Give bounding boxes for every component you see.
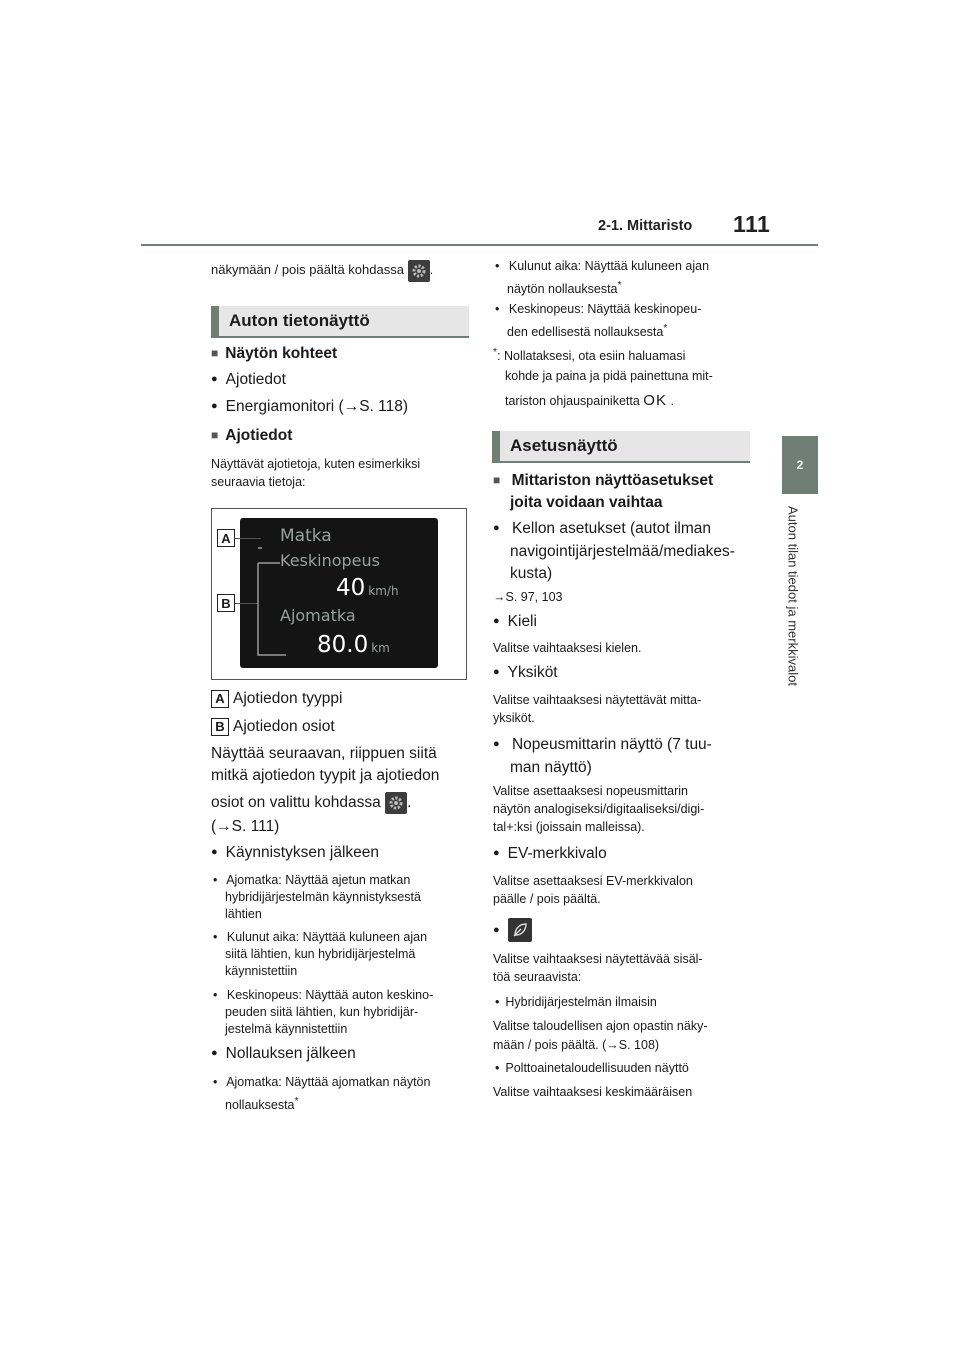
sub-item: • Keskinopeus: Näyttää keskinopeu- den edellisestä nollauksesta*: [495, 299, 763, 342]
list-item-eco: ●: [493, 918, 532, 942]
speedometer-desc: Valitse asettaaksesi nopeusmittarin näytön analogiseksi/digitaaliseksi/digi- tal+:ksi (joissain malleissa).: [493, 784, 705, 834]
avg-speed-label: Keskinopeus: [280, 551, 380, 570]
section-title-settings: Asetusnäyttö: [492, 431, 750, 463]
trip-type-label: Matka: [280, 526, 332, 546]
distance-label: Ajomatka: [280, 606, 356, 625]
callout-label-b: B: [217, 594, 235, 612]
hybrid-desc: Valitse taloudellisen ajon opastin näky- mään / pois päältä. (→S. 108): [493, 1019, 708, 1052]
sub-item: • Ajomatka: Näyttää ajetun matkan hybridijärjestelmän käynnistyksestä lähtien: [213, 872, 481, 923]
gear-icon: [385, 792, 407, 814]
list-item-language: ● Kieli: [493, 613, 537, 631]
header-rule: [141, 244, 818, 246]
list-item: ● Ajotiedot: [211, 371, 286, 389]
cluster-screen: [240, 518, 438, 668]
sub-item: • Ajomatka: Näyttää ajomatkan näytön nollauksesta*: [213, 1072, 481, 1115]
arrow-right-icon: →: [606, 1038, 619, 1052]
legend-b: B Ajotiedon osiot: [211, 716, 335, 738]
page-number: 111: [733, 211, 771, 237]
gear-icon: [408, 260, 430, 282]
footnote: *: Nollataksesi, ota esiin haluamasi kohde ja paina ja pidä painettuna mit- tariston ohjauspainiketta OK .: [493, 347, 713, 410]
list-item-after-start: ● Käynnistyksen jälkeen: [211, 844, 379, 862]
sub-item: • Kulunut aika: Näyttää kuluneen ajan näytön nollauksesta*: [495, 256, 763, 299]
heading-trip-info: ■ Ajotiedot: [211, 427, 292, 445]
show-description: Näyttää seuraavan, riippuen siitä mitkä ajotiedon tyypit ja ajotiedon osiot on valittu kohdassa . (→S. 111): [211, 745, 440, 836]
list-item-energy: ● Energiamonitori (→S. 118): [211, 398, 408, 416]
fuel-desc: Valitse vaihtaaksesi keskimääräisen: [493, 1085, 693, 1099]
list-item-units: ● Yksiköt: [493, 664, 558, 682]
ok-button-icon: OK: [643, 392, 667, 410]
sub-item: • Kulunut aika: Näyttää kuluneen ajan siitä lähtien, kun hybridijärjestelmä käynnistettiin: [213, 929, 481, 980]
list-item-ev-indicator: ● EV-merkkivalo: [493, 845, 607, 863]
ev-desc: Valitse asettaaksesi EV-merkkivalon päälle / pois päältä.: [493, 874, 693, 906]
legend-a: A Ajotiedon tyyppi: [211, 688, 342, 710]
arrow-right-icon: →: [493, 590, 506, 604]
callout-line-a: [235, 538, 261, 539]
intro-text: näkymään / pois päältä kohdassa .: [211, 259, 433, 282]
trip-description: Näyttävät ajotietoja, kuten esimerkiksi seuraavia tietoja:: [211, 457, 421, 489]
language-desc: Valitse vaihtaaksesi kielen.: [493, 641, 642, 655]
callout-label-a: A: [217, 529, 235, 547]
arrow-right-icon: →: [343, 398, 360, 415]
list-item-clock: ● Kellon asetukset (autot ilman navigointijärjestelmää/mediakes- kusta): [493, 518, 735, 585]
heading-cluster-settings: ■ Mittariston näyttöasetukset joita voidaan vaihtaa: [493, 470, 713, 514]
chapter-title-vertical: Auton tilan tiedot ja merkkivalot: [785, 506, 801, 686]
list-item-after-reset: ● Nollauksen jälkeen: [211, 1045, 356, 1063]
section-header: 2-1. Mittaristo: [598, 218, 693, 234]
speed-readout: 40 km/h: [336, 575, 399, 601]
eco-desc: Valitse vaihtaaksesi näytettävää sisäl- töä seuraavista:: [493, 952, 703, 984]
sub-item-fuel: • Polttoainetaloudellisuuden näyttö: [495, 1060, 689, 1077]
sub-item-hybrid: • Hybridijärjestelmän ilmaisin: [495, 994, 657, 1011]
arrow-right-icon: →: [216, 818, 232, 836]
leaf-icon: [508, 918, 532, 942]
callout-line-b: [235, 603, 257, 604]
clock-ref: →S. 97, 103: [493, 590, 563, 604]
section-title-vehicle-info: Auton tietonäyttö: [211, 306, 469, 338]
list-item-speedometer: ● Nopeusmittarin näyttö (7 tuu- man näyttö): [493, 734, 712, 779]
heading-display-items: ■ Näytön kohteet: [211, 345, 337, 363]
sub-item: • Keskinopeus: Näyttää auton keskino- peuden siitä lähtien, kun hybridijär- jestelmä käynnistettiin: [213, 987, 481, 1038]
distance-readout: 80.0 km: [317, 632, 390, 658]
units-desc: Valitse vaihtaaksesi näytettävät mitta- yksiköt.: [493, 693, 702, 725]
chapter-tab: 2: [782, 436, 818, 494]
